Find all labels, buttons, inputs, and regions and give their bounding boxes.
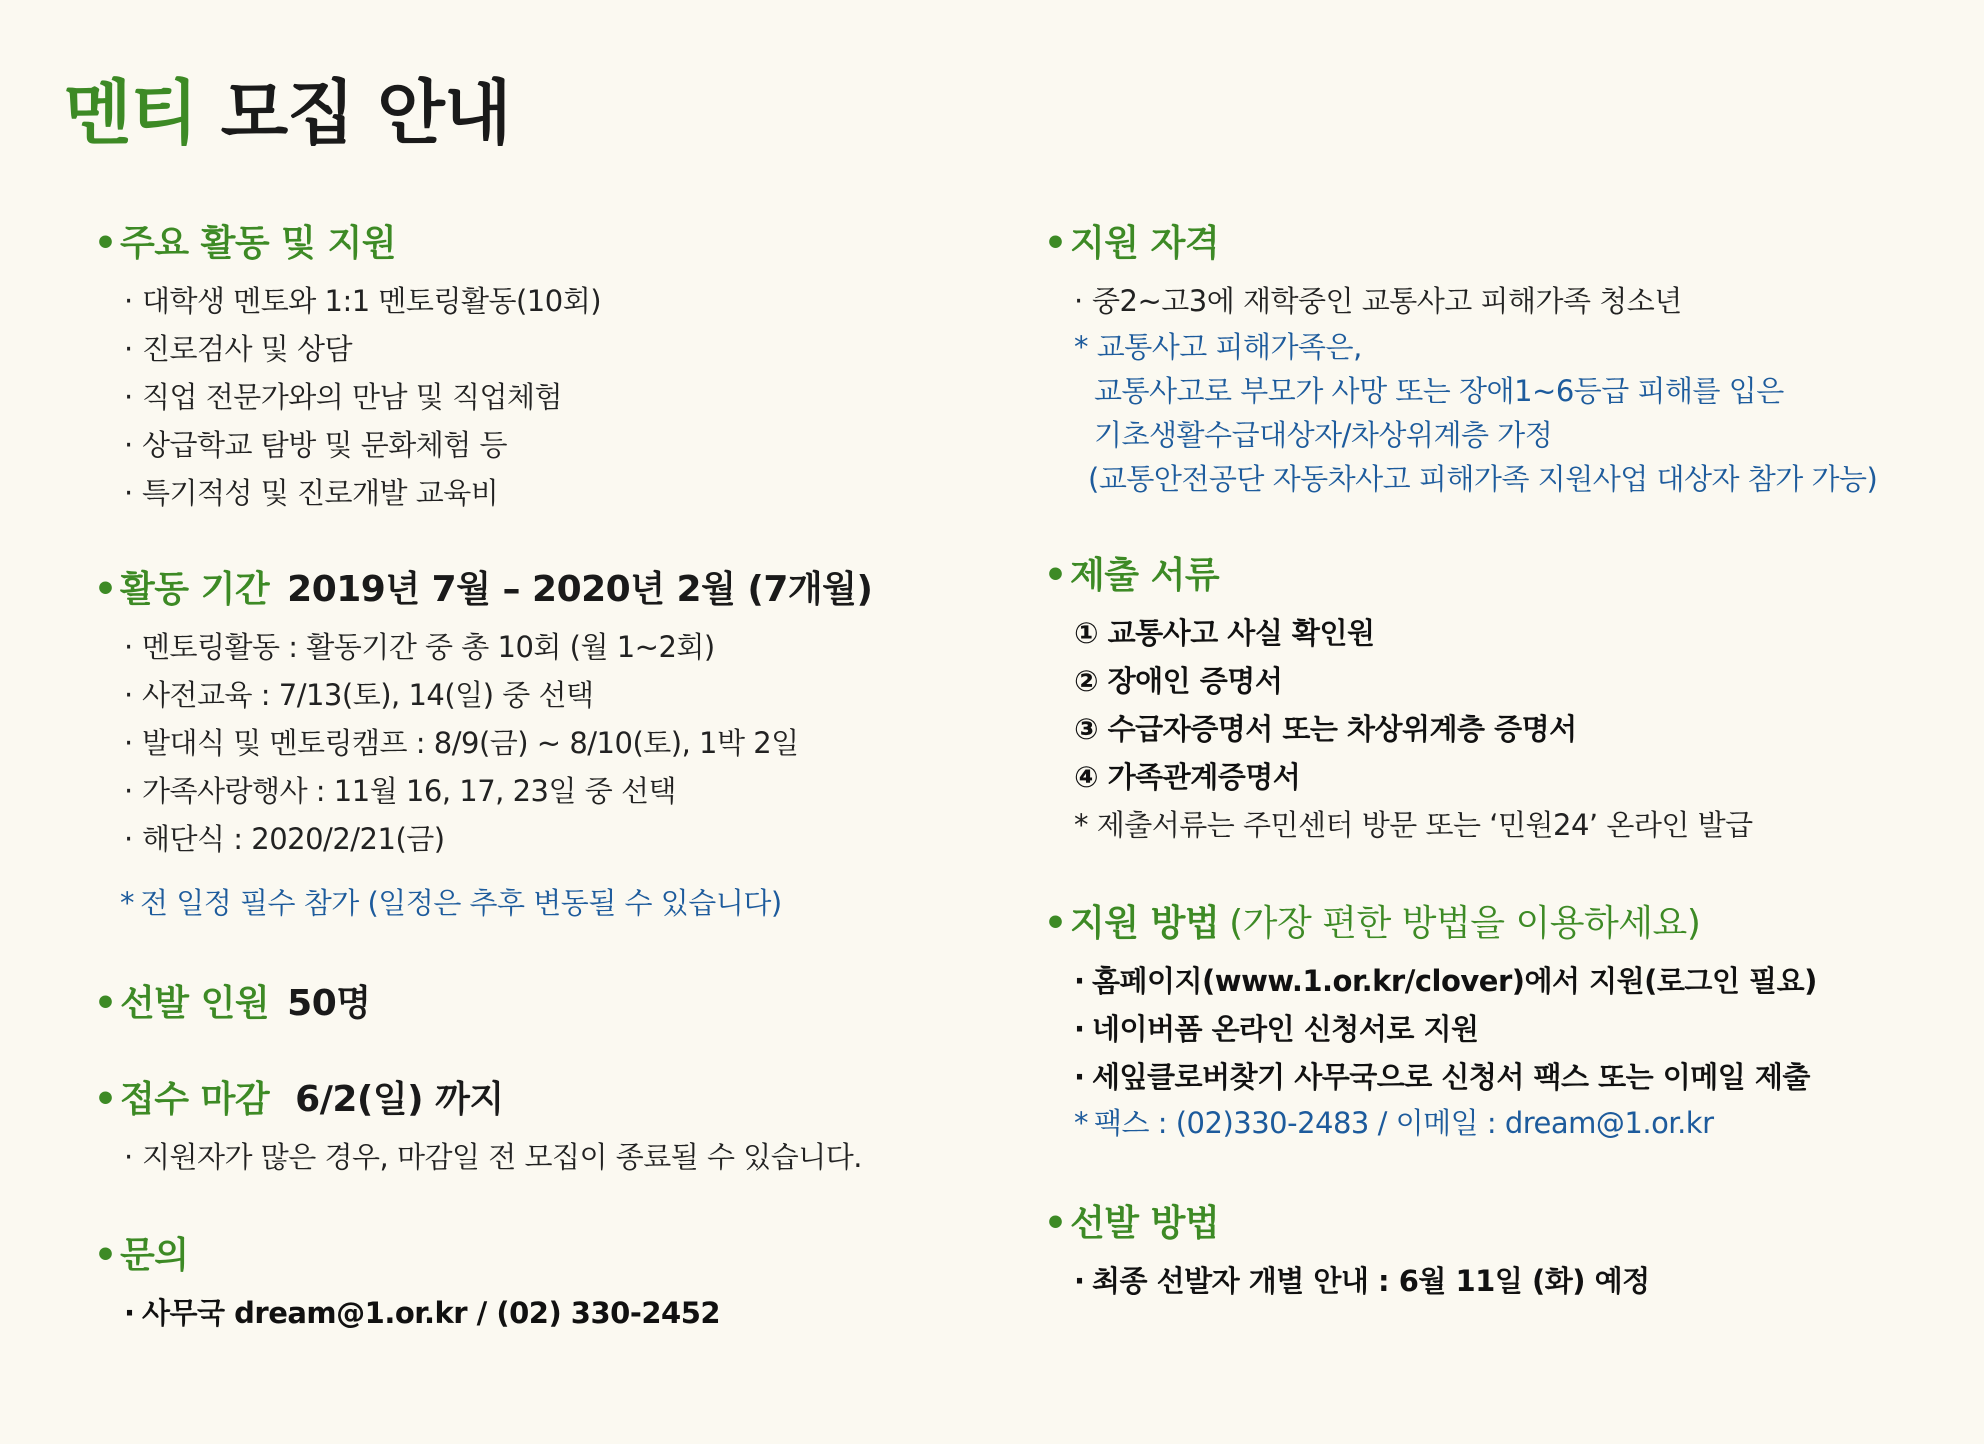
list-item: · 멘토링활동 : 활동기간 중 총 10회 (월 1~2회) (124, 630, 715, 665)
period-note: * 전 일정 필수 참가 (일정은 추후 변동될 수 있습니다) (120, 886, 782, 921)
list-item: · 사무국 dream@1.or.kr / (02) 330-2452 (124, 1296, 721, 1331)
period-list (94, 623, 872, 863)
heading-text: 지원 방법 (1070, 903, 1220, 944)
heading-text: 선발 방법 (1070, 1203, 1220, 1244)
deadline-value: 6/2(일) 까지 (295, 1079, 504, 1120)
heading-text: 주요 활동 및 지원 (120, 223, 397, 264)
bullet: • (1044, 555, 1067, 596)
note-line: (교통안전공단 자동차사고 피해가족 지원사업 대상자 참가 가능) (1088, 462, 1878, 497)
bullet: • (1044, 1203, 1067, 1244)
list-item: · 대학생 멘토와 1:1 멘토링활동(10회) (124, 284, 602, 319)
period-value: 2019년 7월 – 2020년 2월 (7개월) (287, 569, 873, 610)
section-heading (1044, 1202, 1650, 1245)
note-line: 교통사고로 부모가 사망 또는 장애1~6등급 피해를 입은 (1094, 374, 1784, 409)
selection-count-value: 50명 (287, 983, 371, 1024)
note-line: * 교통사고 피해가족은, (1074, 330, 1362, 365)
documents-list (1044, 609, 1753, 801)
title-accent: 멘티 (64, 72, 198, 154)
heading-text: 접수 마감 (120, 1079, 270, 1120)
method-sub: (가장 편한 방법을 이용하세요) (1229, 903, 1701, 944)
list-item: · 발대식 및 멘토링캠프 : 8/9(금) ~ 8/10(토), 1박 2일 (124, 726, 799, 761)
method-note: * 팩스 : (02)330-2483 / 이메일 : dream@1.or.kr (1074, 1106, 1714, 1141)
bullet: • (1044, 223, 1067, 264)
list-item: · 해단식 : 2020/2/21(금) (124, 822, 445, 857)
list-item: ③ 수급자증명서 또는 차상위계층 증명서 (1074, 712, 1577, 747)
list-item: · 최종 선발자 개별 안내 : 6월 11일 (화) 예정 (1074, 1264, 1650, 1299)
heading-text: 문의 (120, 1235, 189, 1276)
list-item: ④ 가족관계증명서 (1074, 760, 1301, 795)
list-item: · 상급학교 탐방 및 문화체험 등 (124, 428, 508, 463)
list-item: · 사전교육 : 7/13(토), 14(일) 중 선택 (124, 678, 594, 713)
section-contact (94, 1234, 720, 1337)
selection-method-list (1044, 1257, 1650, 1305)
section-heading (1044, 554, 1753, 597)
section-activities (94, 222, 601, 517)
section-heading (94, 222, 601, 265)
list-item: ① 교통사고 사실 확인원 (1074, 616, 1375, 651)
list-item: · 특기적성 및 진로개발 교육비 (124, 476, 499, 511)
list-item: · 홈페이지(www.1.or.kr/clover)에서 지원(로그인 필요) (1074, 964, 1817, 999)
documents-note: * 제출서류는 주민센터 방문 또는 ‘민원24’ 온라인 발급 (1074, 808, 1753, 843)
section-method (1044, 902, 1817, 1145)
section-heading (94, 982, 371, 1025)
list-item: · 지원자가 많은 경우, 마감일 전 모집이 종료될 수 있습니다. (124, 1140, 863, 1175)
list-item: · 중2~고3에 재학중인 교통사고 피해가족 청소년 (1074, 284, 1682, 319)
bullet: • (94, 569, 117, 610)
section-period (94, 568, 872, 925)
section-deadline (94, 1078, 862, 1181)
heading-text: 선발 인원 (120, 983, 270, 1024)
bullet: • (94, 1079, 117, 1120)
bullet: • (1044, 903, 1067, 944)
note-line: 기초생활수급대상자/차상위계층 가정 (1094, 418, 1553, 453)
method-list (1044, 957, 1817, 1101)
list-item: · 네이버폼 온라인 신청서로 지원 (1074, 1012, 1479, 1047)
heading-text: 제출 서류 (1070, 555, 1220, 596)
deadline-list (94, 1133, 862, 1181)
section-eligibility (1044, 222, 1877, 501)
page-title (64, 72, 511, 154)
bullet: • (94, 983, 117, 1024)
section-heading (94, 1234, 720, 1277)
bullet: • (94, 223, 117, 264)
section-documents (1044, 554, 1753, 849)
list-item: · 직업 전문가와의 만남 및 직업체험 (124, 380, 563, 415)
contact-list (94, 1289, 720, 1337)
eligibility-note (1044, 325, 1877, 501)
section-heading (1044, 222, 1877, 265)
section-heading (94, 1078, 862, 1121)
section-selection-method (1044, 1202, 1650, 1305)
heading-text: 지원 자격 (1070, 223, 1220, 264)
list-item: · 가족사랑행사 : 11월 16, 17, 23일 중 선택 (124, 774, 676, 809)
activity-list (94, 277, 601, 517)
list-item: · 세잎클로버찾기 사무국으로 신청서 팩스 또는 이메일 제출 (1074, 1060, 1810, 1095)
list-item: ② 장애인 증명서 (1074, 664, 1283, 699)
title-rest: 모집 안내 (220, 72, 511, 154)
eligibility-list (1044, 277, 1877, 325)
section-heading (1044, 902, 1817, 945)
section-selection-count (94, 982, 371, 1025)
list-item: · 진로검사 및 상담 (124, 332, 353, 367)
section-heading (94, 568, 872, 611)
heading-text: 활동 기간 (120, 569, 270, 610)
bullet: • (94, 1235, 117, 1276)
